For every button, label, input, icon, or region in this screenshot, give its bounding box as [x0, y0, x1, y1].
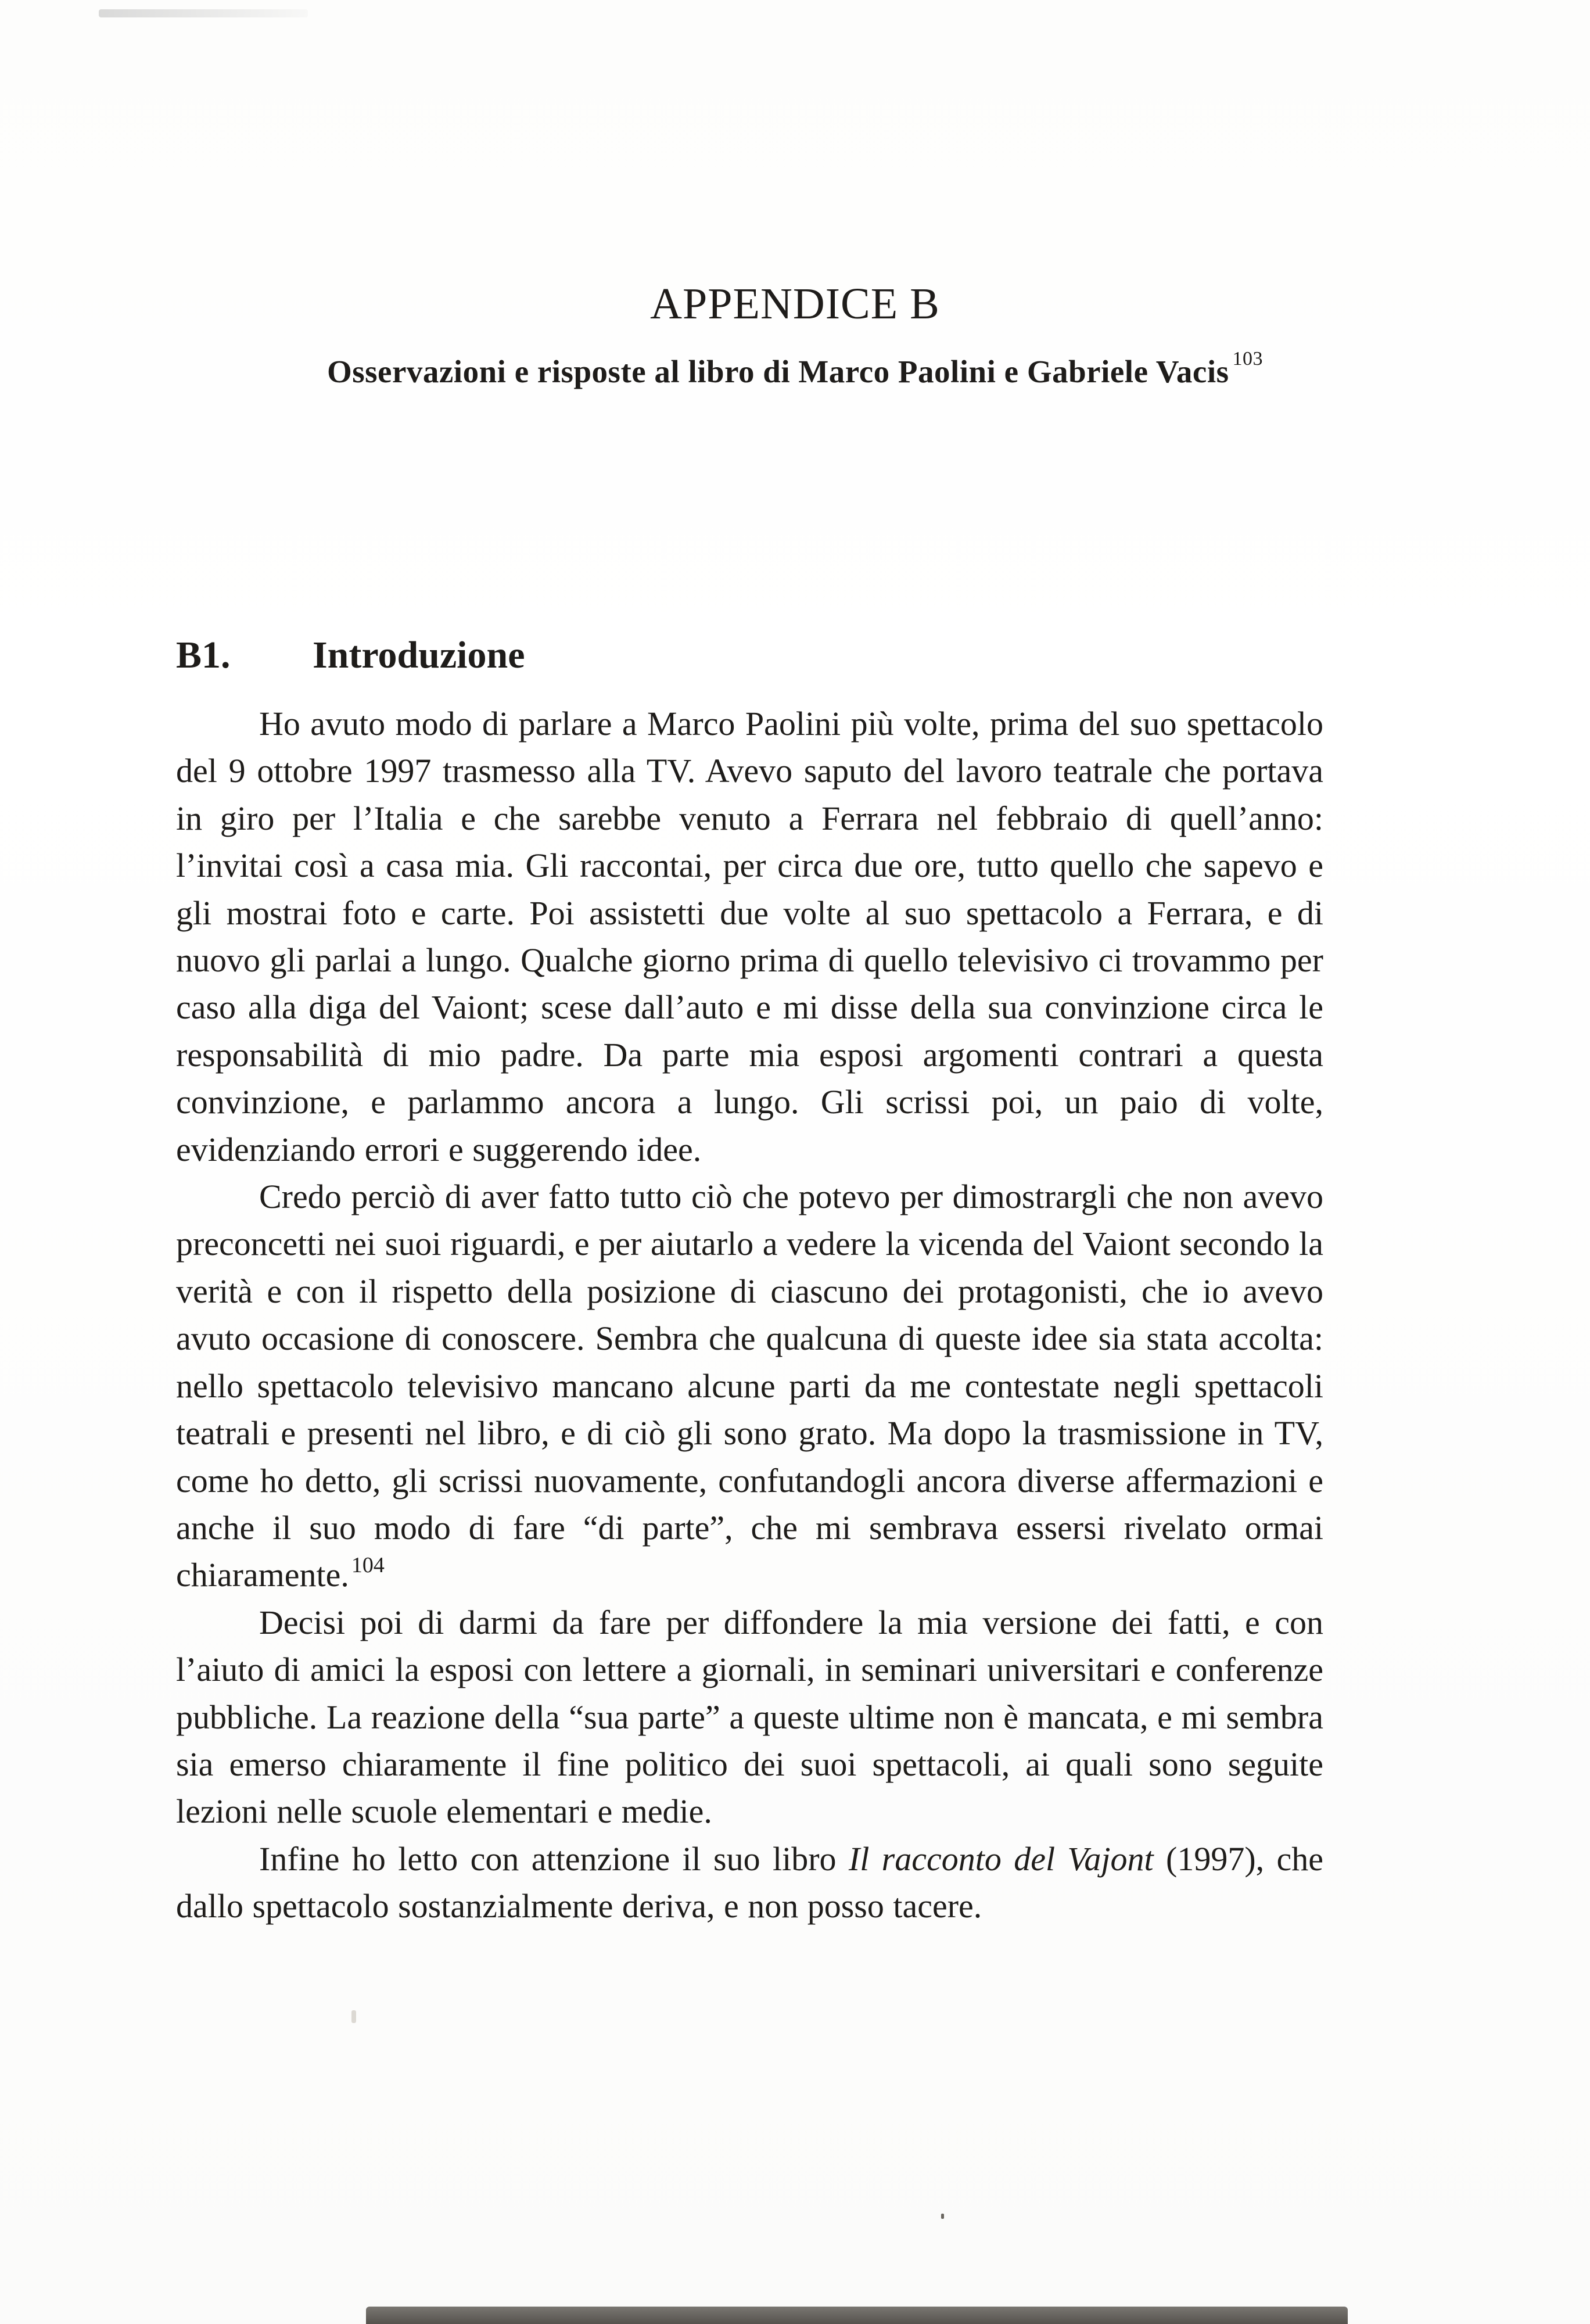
paragraph-2 [176, 1173, 1323, 1599]
book-title: Il racconto del Vajont [848, 1839, 1154, 1878]
appendix-title: APPENDICE B [650, 279, 940, 328]
appendix-subtitle [0, 348, 1590, 390]
paragraph-1: Ho avuto modo di parlare a Marco Paolini più volte, prima del suo spettacolo del 9 ottobre 1997 trasmesso alla TV. Avevo saputo del lavoro teatrale che portava in giro per l’Italia e che sarebbe venuto a Ferrara nel febbraio di quell’anno: l’invitai così a casa mia. Gli raccontai, per circa due ore, tutto quello che sapevo e gli mostrai foto e carte. Poi assistetti due volte al suo spettacolo a Ferrara, e di nuovo gli parlai a lungo. Qualche giorno prima di quello televisivo ci trovammo per caso alla diga del Vaiont; scese dall’auto e mi disse della sua convinzione circa le responsabilità di mio padre. Da parte mia esposi argomenti contrari a questa convinzione, e parlammo ancora a lungo. Gli scrissi poi, un paio di volte, evidenziando errori e suggerendo idee. [176, 705, 1323, 1168]
section-number: B1. [176, 634, 231, 676]
page-edge-shadow [366, 2307, 1348, 2324]
scan-artifact [99, 9, 308, 17]
footnote-ref-103: 103 [1232, 348, 1264, 370]
paragraph-2-text: Credo perciò di aver fatto tutto ciò che potevo per dimostrargli che non avevo preconcetti nei suoi riguardi, e per aiutarlo a vedere la vicenda del Vaiont secondo la verità e con il rispetto della posizione di ciascuno dei protagonisti, che io avevo avuto occasione di conoscere. Sembra che qualcuna di queste idee sia stata accolta: nello spettacolo televisivo mancano alcune parti da me contestate negli spettacoli teatrali e presenti nel libro, e di ciò gli sono grato. Ma dopo la trasmissione in TV, come ho detto, gli scrissi nuovamente, confutandogli ancora diverse affermazioni e anche il suo modo di fare “di parte”, che mi sembrava essersi rivelato ormai chiaramente. [176, 1178, 1323, 1594]
body-text [176, 700, 1323, 1930]
paragraph-4-start: Infine ho letto con attenzione il suo libro [259, 1839, 837, 1878]
paragraph-4-end: (1997), che dallo spettacolo sostanzialmente deriva, e non posso tacere. [176, 1839, 1324, 1925]
footnote-ref-104: 104 [351, 1553, 385, 1578]
scan-speck [941, 2214, 944, 2219]
section-title: Introduzione [313, 634, 525, 676]
appendix-subtitle-text: Osservazioni e risposte al libro di Marco Paolini e Gabriele Vacis [326, 354, 1229, 389]
paragraph-4 [176, 1835, 1323, 1930]
scan-speck [351, 2010, 356, 2023]
paragraph-3: Decisi poi di darmi da fare per diffondere la mia versione dei fatti, e con l’aiuto di amici la esposi con lettere a giornali, in seminari universitari e conferenze pubbliche. La reazione della “sua parte” a queste ultime non è mancata, e mi sembra sia emerso chiaramente il fine politico dei suoi spettacoli, ai quali sono seguite lezioni nelle scuole elementari e medie. [176, 1603, 1323, 1831]
